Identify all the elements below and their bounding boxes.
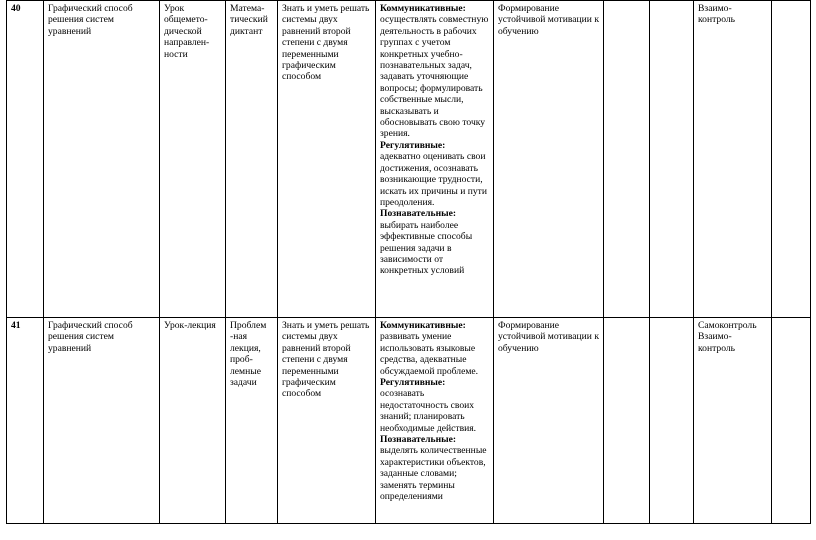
empty-cell <box>650 318 694 524</box>
lesson-topic: Графический способ решения систем уравнений <box>44 318 160 524</box>
empty-cell <box>650 1 694 318</box>
uud-text: развивать умение использовать языковые средства, адекватные обсуждаемой проблеме. <box>380 331 479 377</box>
uud-communicative <box>380 320 490 377</box>
uud-heading: Познавательные: <box>380 434 457 446</box>
lesson-plan-table <box>6 0 811 524</box>
table-row <box>7 318 811 524</box>
lesson-goal: Знать и уметь решать системы двух равнений второй степени с двумя переменными графическим способом <box>278 1 376 318</box>
uud-regulative <box>380 377 490 434</box>
uud-text: выделять количественные характеристики объектов, заданные словами; заменять термины определениями <box>380 445 487 503</box>
uud-cognitive <box>380 208 490 276</box>
uud-cognitive <box>380 434 490 502</box>
uud-heading: Коммуникативные: <box>380 3 466 14</box>
uud-text: осознавать недостаточность своих знаний; планировать необходимые действия. <box>380 388 477 434</box>
uud-text: осуществлять совместную деятельность в рабочих группах с учетом конкретных учебно-познавательных задач, задавать уточняющие вопросы; формулировать собственные мысли, высказывать и обосновывать свою точку зрения. <box>380 14 489 140</box>
table-row <box>7 1 811 318</box>
lesson-number: 41 <box>7 318 44 524</box>
uud-text: выбирать наиболее эффективные способы решения задачи в зависимости от конкретных условий <box>380 219 473 277</box>
personal-results: Формирование устойчивой мотивации к обучению <box>494 1 604 318</box>
lesson-type: Урок общемето- дической направлен- ности <box>160 1 226 318</box>
lesson-type: Урок-лекция <box>160 318 226 524</box>
lesson-form: Матема- тический диктант <box>226 1 278 318</box>
control-form: Самоконтроль Взаимо- контроль <box>694 318 772 524</box>
empty-cell <box>604 1 650 318</box>
uud-cell <box>376 318 494 524</box>
uud-heading: Регулятивные: <box>380 139 446 151</box>
lesson-goal: Знать и уметь решать системы двух равнений второй степени с двумя переменными графическим способом <box>278 318 376 524</box>
lesson-topic: Графический способ решения систем уравнений <box>44 1 160 318</box>
uud-heading: Коммуникативные: <box>380 320 466 331</box>
uud-heading: Регулятивные: <box>380 377 446 389</box>
uud-text: адекватно оценивать свои достижения, осознавать возникающие трудности, искать их причины и пути преодоления. <box>380 151 488 208</box>
uud-communicative <box>380 3 490 140</box>
uud-regulative <box>380 140 490 208</box>
lesson-number: 40 <box>7 1 44 318</box>
empty-cell <box>772 318 811 524</box>
empty-cell <box>772 1 811 318</box>
empty-cell <box>604 318 650 524</box>
personal-results: Формирование устойчивой мотивации к обучению <box>494 318 604 524</box>
uud-cell <box>376 1 494 318</box>
control-form: Взаимо- контроль <box>694 1 772 318</box>
uud-heading: Познавательные: <box>380 208 457 220</box>
lesson-form: Проблем -ная лекция, проб- лемные задачи <box>226 318 278 524</box>
